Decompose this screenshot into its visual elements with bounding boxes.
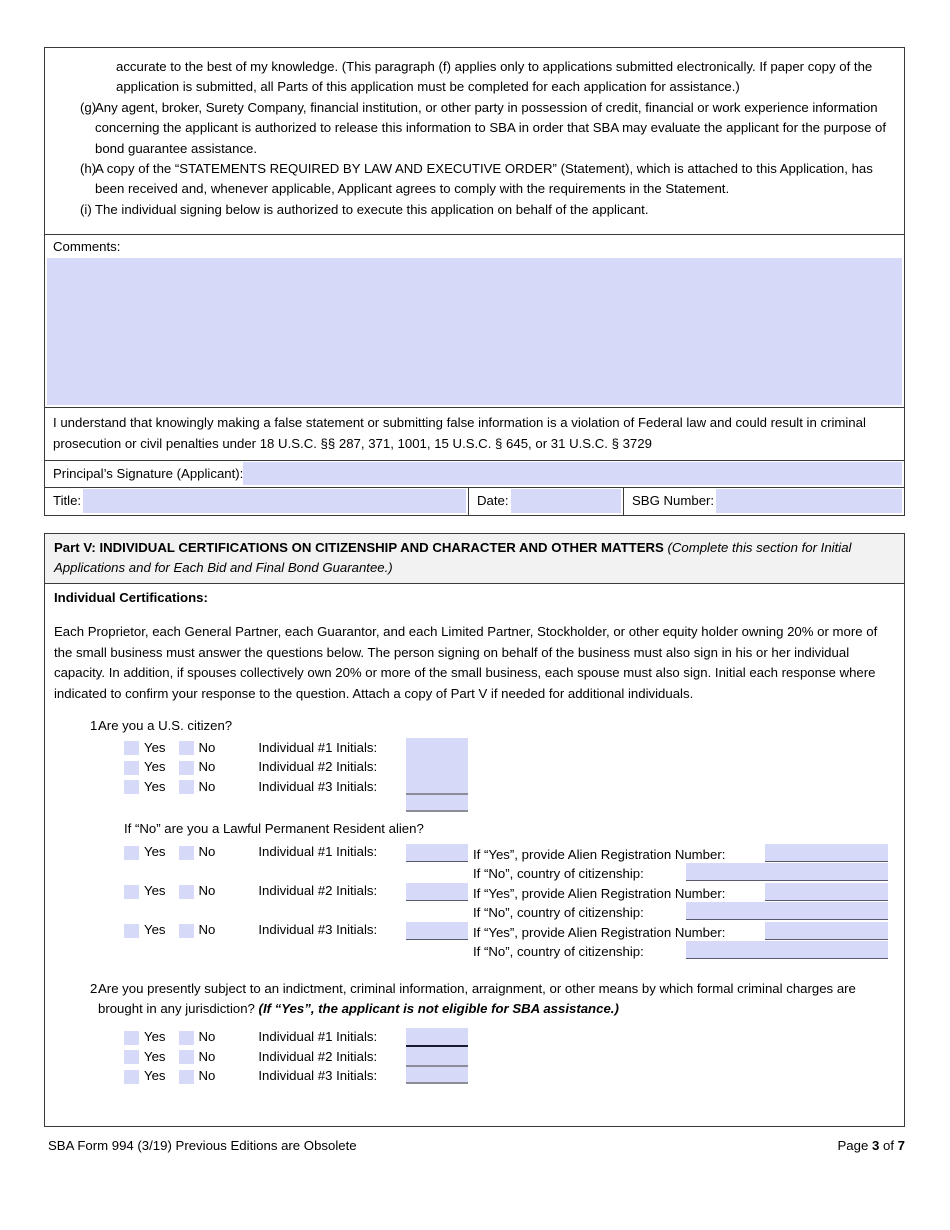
clause-letter-g: (g): [80, 99, 97, 115]
lpr-initials-input-3[interactable]: [406, 922, 468, 940]
question-2: [54, 979, 894, 1020]
lpr-yes-checkbox-2[interactable]: [124, 885, 139, 899]
clause-item-i: [59, 200, 890, 220]
certification-table: [44, 47, 905, 516]
sbg-number-input[interactable]: [716, 489, 902, 513]
q2-no-label-1: No: [198, 1029, 216, 1045]
q2-initials-input-2[interactable]: [406, 1047, 468, 1067]
clause-text-h: A copy of the “STATEMENTS REQUIRED BY LAW AND EXECUTIVE ORDER” (Statement), which is attached to this Application, has been received and, whenever applicable, Applicant agrees to comply with the requirements in the Statement.: [95, 161, 873, 197]
lpr-alien-label-3: If “Yes”, provide Alien Registration Number:: [473, 924, 726, 940]
lpr-country-input-3[interactable]: [686, 941, 888, 959]
footer-form-id: SBA Form 994 (3/19) Previous Editions are Obsolete: [48, 1138, 357, 1153]
answer-row: [54, 1028, 894, 1048]
lpr-alien-input-2[interactable]: [765, 883, 888, 901]
lawful-resident-question: If “No” are you a Lawful Permanent Resident alien?: [124, 820, 424, 836]
lpr-yes-label-2: Yes: [144, 883, 166, 899]
q2-no-label-2: No: [198, 1048, 216, 1064]
q2-initials-block: [406, 1028, 468, 1084]
clause-letter-h: (h): [80, 161, 97, 177]
q2-yes-label-3: Yes: [144, 1068, 166, 1084]
q1-yes-label-3: Yes: [144, 778, 166, 794]
q1-yes-checkbox-1[interactable]: [124, 741, 139, 755]
part-v-body: [45, 584, 904, 1086]
question-2-number: 2.: [90, 980, 101, 996]
q2-yes-checkbox-3[interactable]: [124, 1070, 139, 1084]
q2-no-label-3: No: [198, 1068, 216, 1084]
question-1-answers: [54, 738, 894, 797]
clause-list: [45, 48, 904, 234]
clause-text-g: Any agent, broker, Surety Company, financial institution, or other party in possession of credit, financial or work experience information concerning the applicant is authorized to release this information to SBA in order that SBA may evaluate the applicant for the purpose of bond guarantee assistance.: [95, 99, 886, 156]
q2-no-checkbox-2[interactable]: [179, 1050, 194, 1064]
date-label: Date:: [477, 493, 509, 509]
title-input[interactable]: [83, 489, 466, 513]
clause-letter-i: (i): [80, 201, 92, 217]
date-cell: [469, 488, 624, 515]
q2-initials-input-3[interactable]: [406, 1067, 468, 1084]
principal-signature-row: [45, 460, 904, 487]
lpr-country-input-2[interactable]: [686, 902, 888, 920]
comments-row: [45, 234, 904, 405]
q1-no-checkbox-3[interactable]: [179, 780, 194, 794]
lpr-country-label-2: If “No”, country of citizenship:: [473, 904, 644, 920]
q1-initials-input-1[interactable]: [406, 738, 468, 775]
lpr-initials-label-2: Individual #2 Initials:: [258, 883, 378, 899]
lpr-no-checkbox-3[interactable]: [179, 924, 194, 938]
q2-yes-label-1: Yes: [144, 1029, 166, 1045]
title-date-sbg-row: [45, 487, 904, 515]
part-v-table: [44, 533, 905, 1127]
lpr-alien-label-2: If “Yes”, provide Alien Registration Number:: [473, 885, 726, 901]
answer-row: [54, 758, 894, 778]
false-statement-notice: I understand that knowingly making a false statement or submitting false information is a violation of Federal law and could result in criminal prosecution or civil penalties under 18 U.S.C. §§ 287, 371, 1001, 15 U.S.C. § 645, or 31 U.S.C. § 3729: [45, 407, 904, 460]
q2-no-checkbox-1[interactable]: [179, 1031, 194, 1045]
lawful-resident-rows: [54, 843, 894, 963]
principal-signature-label: Principal’s Signature (Applicant):: [53, 466, 244, 482]
lpr-no-checkbox-1[interactable]: [179, 846, 194, 860]
sbg-number-label: SBG Number:: [632, 493, 715, 509]
comments-label: Comments:: [53, 239, 121, 255]
principal-signature-input[interactable]: [243, 462, 902, 485]
q1-yes-checkbox-3[interactable]: [124, 780, 139, 794]
lpr-initials-label-3: Individual #3 Initials:: [258, 922, 378, 938]
q1-yes-label-1: Yes: [144, 739, 166, 755]
q1-no-label-1: No: [198, 739, 216, 755]
q1-initials-label-3: Individual #3 Initials:: [258, 778, 378, 794]
q2-no-checkbox-3[interactable]: [179, 1070, 194, 1084]
lpr-yes-label-1: Yes: [144, 844, 166, 860]
q1-initials-input-3[interactable]: [406, 795, 468, 812]
individual-certifications-title: Individual Certifications:: [54, 590, 208, 605]
q1-initials-block: [406, 738, 468, 812]
clause-item-h: [59, 159, 890, 200]
question-2-answers: [54, 1028, 894, 1087]
lpr-no-label-3: No: [198, 922, 216, 938]
lpr-yes-checkbox-1[interactable]: [124, 846, 139, 860]
lpr-country-label-3: If “No”, country of citizenship:: [473, 943, 644, 959]
q2-initials-label-1: Individual #1 Initials:: [258, 1029, 378, 1045]
q1-no-label-3: No: [198, 778, 216, 794]
part-v-header-title: Part V: INDIVIDUAL CERTIFICATIONS ON CITIZENSHIP AND CHARACTER AND OTHER MATTERS: [54, 540, 668, 555]
lpr-no-label-2: No: [198, 883, 216, 899]
clause-text-i: The individual signing below is authorized to execute this application on behalf of the applicant.: [95, 201, 649, 217]
part-v-header: [45, 534, 904, 584]
q2-yes-checkbox-2[interactable]: [124, 1050, 139, 1064]
lpr-initials-input-1[interactable]: [406, 844, 468, 862]
question-2-note: (If “Yes”, the applicant is not eligible for SBA assistance.): [258, 1001, 619, 1017]
q2-initials-label-3: Individual #3 Initials:: [258, 1068, 378, 1084]
q2-initials-input-1[interactable]: [406, 1028, 468, 1047]
footer-page-prefix: Page: [837, 1138, 872, 1153]
lpr-alien-input-3[interactable]: [765, 922, 888, 940]
lpr-yes-checkbox-3[interactable]: [124, 924, 139, 938]
lpr-alien-input-1[interactable]: [765, 844, 888, 862]
footer-page-middle: of: [879, 1138, 898, 1153]
sbg-number-cell: [624, 488, 904, 515]
lpr-alien-label-1: If “Yes”, provide Alien Registration Number:: [473, 846, 726, 862]
answer-row: [54, 1067, 894, 1087]
footer-page-current: 3: [871, 1138, 880, 1153]
answer-row: [54, 1047, 894, 1067]
footer-page-number: [838, 1138, 905, 1153]
individual-certifications-intro: Each Proprietor, each General Partner, each Guarantor, and each Limited Partner, Stockholder, or other equity holder owning 20% or more of the small business must answer the questions below. The person signing on behalf of the business must also sign in his or her individual capacity. In addition, if spouses collectively own 20% or more of the small business, each spouse must also sign. Initial each response where indicated to confirm your response to the question. Attach a copy of Part V if needed for additional individuals.: [54, 624, 878, 701]
lpr-yes-label-3: Yes: [144, 922, 166, 938]
page-footer: [48, 1138, 905, 1153]
q2-yes-label-2: Yes: [144, 1048, 166, 1064]
answer-row: [54, 738, 894, 758]
clause-item-g: [59, 98, 890, 159]
date-input[interactable]: [511, 489, 621, 513]
question-1-text: Are you a U.S. citizen?: [98, 718, 233, 734]
lpr-country-input-1[interactable]: [686, 863, 888, 881]
question-2-text: [98, 979, 894, 1020]
q1-initials-input-2[interactable]: [406, 775, 468, 795]
q1-no-label-2: No: [198, 759, 216, 775]
q1-yes-label-2: Yes: [144, 759, 166, 775]
question-1-number: 1.: [90, 718, 101, 734]
comments-input[interactable]: [47, 258, 902, 405]
part-v-header-note: (Complete this section for Initial Applications and for Each Bid and Final Bond Guarantee.): [54, 540, 852, 575]
q2-initials-label-2: Individual #2 Initials:: [258, 1048, 378, 1064]
question-1: [54, 716, 894, 736]
lpr-country-label-1: If “No”, country of citizenship:: [473, 865, 644, 881]
lpr-no-label-1: No: [198, 844, 216, 860]
title-cell: [45, 488, 469, 515]
title-label: Title:: [53, 493, 82, 509]
answer-row: [54, 777, 894, 797]
footer-page-total: 7: [897, 1138, 905, 1153]
q2-yes-checkbox-1[interactable]: [124, 1031, 139, 1045]
lpr-initials-input-2[interactable]: [406, 883, 468, 901]
q1-initials-label-2: Individual #2 Initials:: [258, 759, 378, 775]
question-2-main: Are you presently subject to an indictment, criminal information, arraignment, or other means by which formal criminal charges are brought in any jurisdiction?: [98, 980, 856, 1017]
lpr-no-checkbox-2[interactable]: [179, 885, 194, 899]
q1-no-checkbox-1[interactable]: [179, 741, 194, 755]
q1-initials-label-1: Individual #1 Initials:: [258, 739, 378, 755]
clause-continuation-text: accurate to the best of my knowledge. (This paragraph (f) applies only to applications submitted electronically. If paper copy of the application is submitted, all Parts of this application must be completed for each application for assistance.): [116, 59, 873, 95]
lpr-initials-label-1: Individual #1 Initials:: [258, 844, 378, 860]
q1-no-checkbox-2[interactable]: [179, 761, 194, 775]
q1-yes-checkbox-2[interactable]: [124, 761, 139, 775]
